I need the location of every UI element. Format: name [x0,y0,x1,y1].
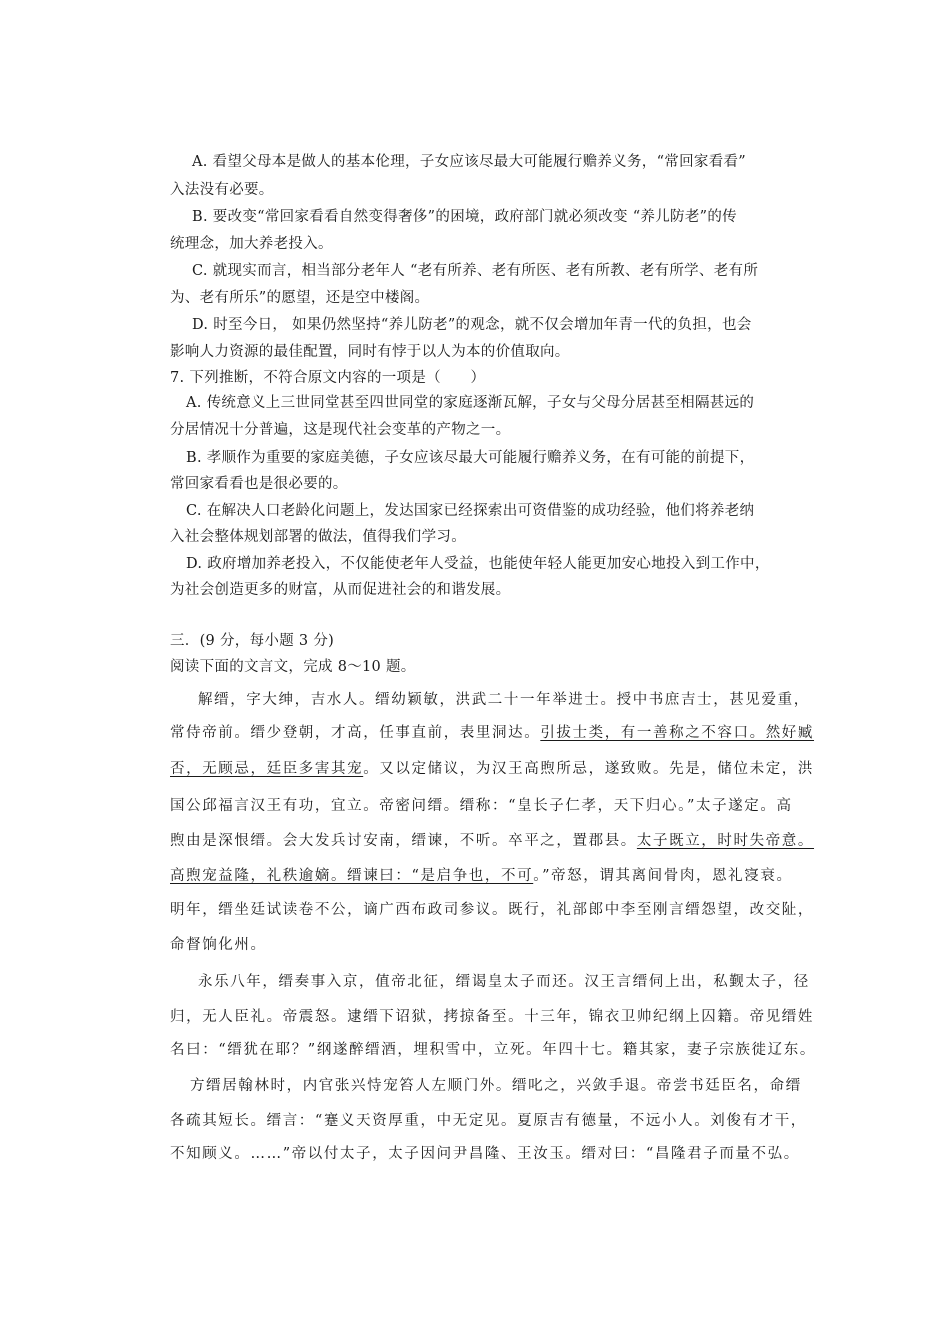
passage-line-2-text: 常侍帝前。缙少登朝，才高，任事直前，表里洞达。 [170,725,541,741]
passage-line-8: 命督饷化州。 [170,937,267,953]
q6-option-b-line1: B. 要改变“常回家看看自然变得奢侈”的困境，政府部门就必须改变 “养儿防老”的传 [192,209,737,225]
q7-option-b-line2: 常回家看看也是很必要的。 [170,476,348,492]
q6-option-d-line2: 影响人力资源的最佳配置，同时有悖于以人为本的价值取向。 [170,344,570,360]
passage-line-5 [170,831,814,851]
underlined-phrase-2: 否，无顾忌，廷臣多害其宠 [170,761,364,777]
underlined-phrase-1: 引拔士类，有一善称之不容口。然好臧 [540,725,815,741]
passage-line-3 [170,759,814,779]
q7-option-c-line2: 入社会整体规划部署的做法，值得我们学习。 [170,529,466,545]
passage-line-10: 归，无人臣礼。帝震怒。逮缙下诏狱，拷掠备至。十三年，锦衣卫帅纪纲上囚籍。帝见缙姓 [170,1009,814,1025]
q7-option-a-line2: 分居情况十分普遍，这是现代社会变革的产物之一。 [170,422,511,438]
section-heading: 三．(9 分，每小题 3 分) [170,633,335,649]
q7-option-a-line1: A. 传统意义上三世同堂甚至四世同堂的家庭逐渐瓦解，子女与父母分居甚至相隔甚远的 [186,395,755,411]
q7-option-d-line2: 为社会创造更多的财富，从而促进社会的和谐发展。 [170,582,511,598]
passage-line-5-text: 煦由是深恨缙。会大发兵讨安南，缙谏，不听。卒平之，置郡县。 [170,833,637,849]
q7-option-d-line1: D. 政府增加养老投入，不仅能使老年人受益，也能使年轻人能更加安心地投入到工作中， [186,556,770,572]
passage-line-11: 名曰：“缙犹在耶？”纲遂醉缙酒，埋积雪中，立死。年四十七。籍其家，妻子宗族徙辽东。 [170,1042,816,1058]
q7-option-b-line1: B. 孝顺作为重要的家庭美德，子女应该尽最大可能履行赡养义务，在有可能的前提下， [186,450,755,466]
passage-line-4: 国公邱福言汉王有功，宜立。帝密问缙。缙称：“皇长子仁孝，天下归心。”太子遂定。高 [170,798,793,814]
q6-option-d-line1: D. 时至今日， 如果仍然坚持“养儿防老”的观念，就不仅会增加年青一代的负担，也会 [192,317,752,333]
section-instruction: 阅读下面的文言文，完成 8～10 题。 [170,659,416,675]
passage-line-14: 不知顾义。……”帝以付太子，太子因问尹昌隆、王汝玉。缙对曰：“昌隆君子而量不弘。 [170,1146,800,1162]
passage-line-7: 明年，缙坐廷试读卷不公，谪广西布政司参议。既行，礼部郎中李至刚言缙怨望，改交阯， [170,902,814,918]
passage-line-13: 各疏其短长。缙言：“蹇义天资厚重，中无定见。夏原吉有德量，不远小人。刘俊有才干， [170,1113,807,1129]
q6-option-c-line2: 为、老有所乐”的愿望，还是空中楼阁。 [170,290,430,306]
passage-line-9: 永乐八年，缙奏事入京，值帝北征，缙谒皇太子而还。汉王言缙伺上出，私觐太子，径 [198,974,810,990]
q6-option-b-line2: 统理念，加大养老投入。 [170,236,333,252]
passage-line-6 [170,866,793,886]
q6-option-a-line1: A. 看望父母本是做人的基本伦理，子女应该尽最大可能履行赡养义务，“常回家看看” [192,154,747,170]
passage-line-2 [170,723,814,743]
q6-option-a-line2: 入法没有必要。 [170,182,274,198]
underlined-phrase-4: 高煦宠益隆，礼秩逾嫡。缙谏曰：“是启争也，不可 [170,868,534,884]
q7-option-c-line1: C. 在解决人口老龄化问题上，发达国家已经探索出可资借鉴的成功经验，他们将养老纳 [186,503,755,519]
q7-stem: 7. 下列推断，不符合原文内容的一项是（ ） [170,370,486,386]
q6-option-c-line1: C. 就现实而言，相当部分老年人 “老有所养、老有所医、老有所教、老有所学、老有所 [192,263,759,279]
passage-line-12: 方缙居翰林时，内官张兴恃宠笞人左顺门外。缙叱之，兴敛手退。帝尝书廷臣名，命缙 [190,1078,802,1094]
passage-line-3-text: 。又以定储议，为汉王高煦所忌，遂致败。先是，储位未定，洪 [363,761,815,777]
passage-line-6-text: 。”帝怒，谓其离间骨肉，恩礼寖衰。 [533,868,793,884]
passage-line-1: 解缙，字大绅，吉水人。缙幼颖敏，洪武二十一年举进士。授中书庶吉士，甚见爱重， [198,692,810,708]
underlined-phrase-3: 太子既立，时时失帝意。 [636,833,815,849]
